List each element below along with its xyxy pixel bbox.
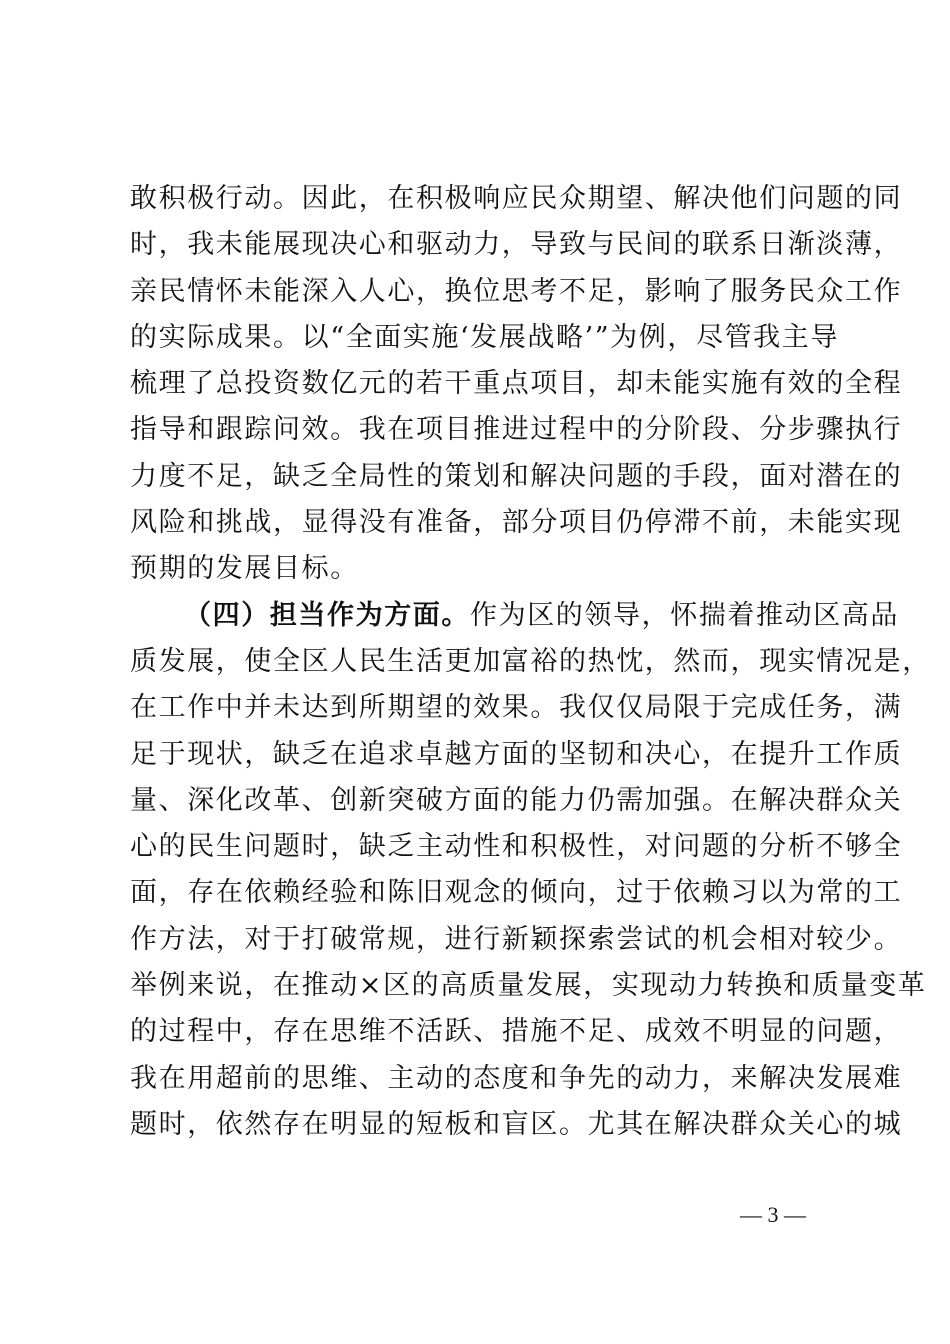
text-line: 敢积极行动。因此，在积极响应民众期望、解决他们问题的同: [130, 183, 903, 214]
text-line: 梳理了总投资数亿元的若干重点项目，却未能实施有效的全程: [130, 368, 903, 400]
text-line: 量、深化改革、创新突破方面的能力仍需加强。在解决群众关: [130, 784, 903, 816]
section-heading: （四）担当作为方面。: [184, 599, 470, 631]
text-line: 力度不足，缺乏全局性的策划和解决问题的手段，面对潜在的: [130, 460, 903, 492]
text-line: 预期的发展目标。: [130, 553, 359, 585]
text-line: 在工作中并未达到所期望的效果。我仅仅局限于完成任务，满: [130, 692, 903, 724]
text-line: 面，存在依赖经验和陈旧观念的倾向，过于依赖习以为常的工: [130, 877, 903, 909]
body-text: [130, 176, 931, 1148]
text-line: 的实际成果。以“全面实施‘发展战略’”为例，尽管我主导: [130, 321, 839, 353]
text-line: 亲民情怀未能深入人心，换位思考不足，影响了服务民众工作: [130, 275, 903, 307]
text-line: 指导和跟踪问效。我在项目推进过程中的分阶段、分步骤执行: [130, 414, 903, 446]
text-line: 质发展，使全区人民生活更加富裕的热忱，然而，现实情况是，: [130, 645, 931, 677]
text-line: 时，我未能展现决心和驱动力，导致与民间的联系日渐淡薄，: [130, 229, 903, 261]
page-number: — 3 —: [740, 1202, 806, 1227]
section-first-line-text: 作为区的领导，怀揣着推动区高品: [470, 599, 899, 631]
text-line: 心的民生问题时，缺乏主动性和积极性，对问题的分析不够全: [130, 831, 903, 863]
text-line: 作方法，对于打破常规，进行新颖探索尝试的机会相对较少。: [130, 923, 903, 955]
text-line: 风险和挑战，显得没有准备，部分项目仍停滞不前，未能实现: [130, 507, 903, 539]
text-line: 的过程中，存在思维不活跃、措施不足、成效不明显的问题，: [130, 1016, 903, 1048]
text-line: 足于现状，缺乏在追求卓越方面的坚韧和决心，在提升工作质: [130, 738, 903, 770]
text-line: 我在用超前的思维、主动的态度和争先的动力，来解决发展难: [130, 1062, 903, 1094]
text-line: 举例来说，在推动×区的高质量发展，实现动力转换和质量变革: [130, 970, 927, 1002]
section-first-line: [130, 593, 899, 639]
text-line: 题时，依然存在明显的短板和盲区。尤其在解决群众关心的城: [130, 1108, 903, 1140]
